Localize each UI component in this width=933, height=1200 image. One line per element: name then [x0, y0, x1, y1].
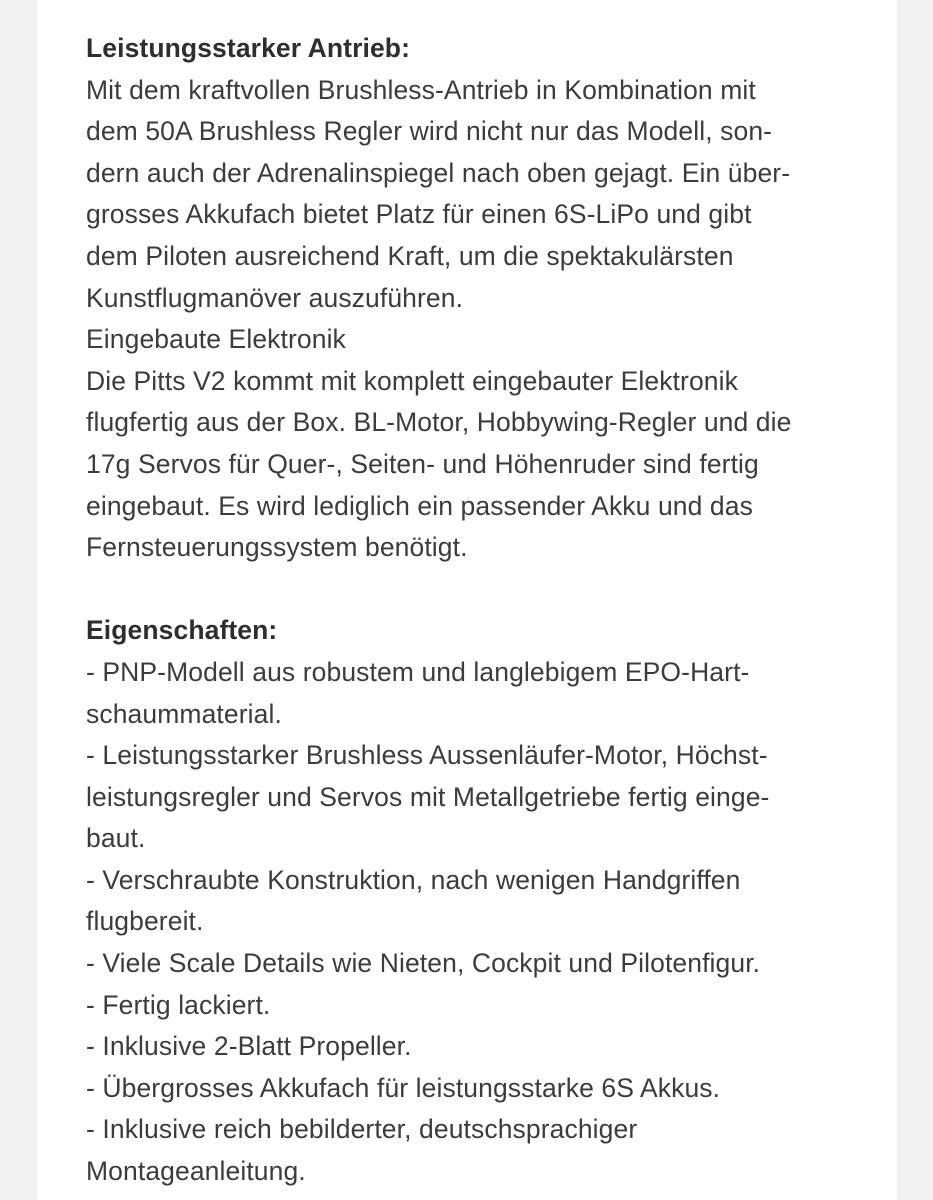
feature-line: - Fertig lackiert.	[86, 989, 271, 1020]
feature-line: - Verschraubte Konstruktion, nach wenigen Handgriffen	[86, 864, 741, 895]
feature-line: - Viele Scale Details wie Nieten, Cockpit und Pilotenfigur.	[86, 948, 761, 979]
drive-text-line: dem Piloten ausreichend Kraft, um die spektakulärsten	[86, 240, 734, 271]
product-description	[86, 28, 876, 1193]
drive-text-line: grosses Akkufach bietet Platz für einen 6S-LiPo und gibt	[86, 199, 752, 230]
feature-line: - Inklusive 2-Blatt Propeller.	[86, 1031, 412, 1062]
electronics-text-line: eingebaut. Es wird lediglich ein passender Akku und das	[86, 490, 753, 521]
feature-line: Montageanleitung.	[86, 1156, 306, 1187]
section-divider-space	[86, 569, 876, 611]
feature-line: baut.	[86, 823, 146, 854]
feature-line: flugbereit.	[86, 906, 204, 937]
drive-text-line: dem 50A Brushless Regler wird nicht nur das Modell, son-	[86, 116, 773, 147]
feature-line: schaummaterial.	[86, 698, 282, 729]
electronics-text-line: Fernsteuerungssystem benötigt.	[86, 532, 468, 563]
electronics-text-line: Die Pitts V2 kommt mit komplett eingebauter Elektronik	[86, 365, 738, 396]
feature-line: leistungsregler und Servos mit Metallgetriebe fertig einge-	[86, 781, 770, 812]
content-card	[37, 0, 897, 1200]
feature-line: - Leistungsstarker Brushless Aussenläufer-Motor, Höchst-	[86, 740, 768, 771]
drive-text-line: Mit dem kraftvollen Brushless-Antrieb in Kombination mit	[86, 74, 756, 105]
drive-text-line: Kunstflugmanöver auszuführen.	[86, 282, 464, 313]
electronics-text-line: flugfertig aus der Box. BL-Motor, Hobbywing-Regler und die	[86, 407, 792, 438]
feature-line: - PNP-Modell aus robustem und langlebigem EPO-Hart-	[86, 656, 750, 687]
electronics-subheading: Eingebaute Elektronik	[86, 324, 346, 355]
drive-text-line: dern auch der Adrenalinspiegel nach oben gejagt. Ein über-	[86, 157, 791, 188]
section-heading-features: Eigenschaften:	[86, 615, 278, 646]
electronics-text-line: 17g Servos für Quer-, Seiten- und Höhenruder sind fertig	[86, 448, 759, 479]
feature-line: - Inklusive reich bebilderter, deutschsprachiger	[86, 1114, 638, 1145]
feature-line: - Übergrosses Akkufach für leistungsstarke 6S Akkus.	[86, 1072, 721, 1103]
section-heading-drive: Leistungsstarker Antrieb:	[86, 33, 411, 63]
